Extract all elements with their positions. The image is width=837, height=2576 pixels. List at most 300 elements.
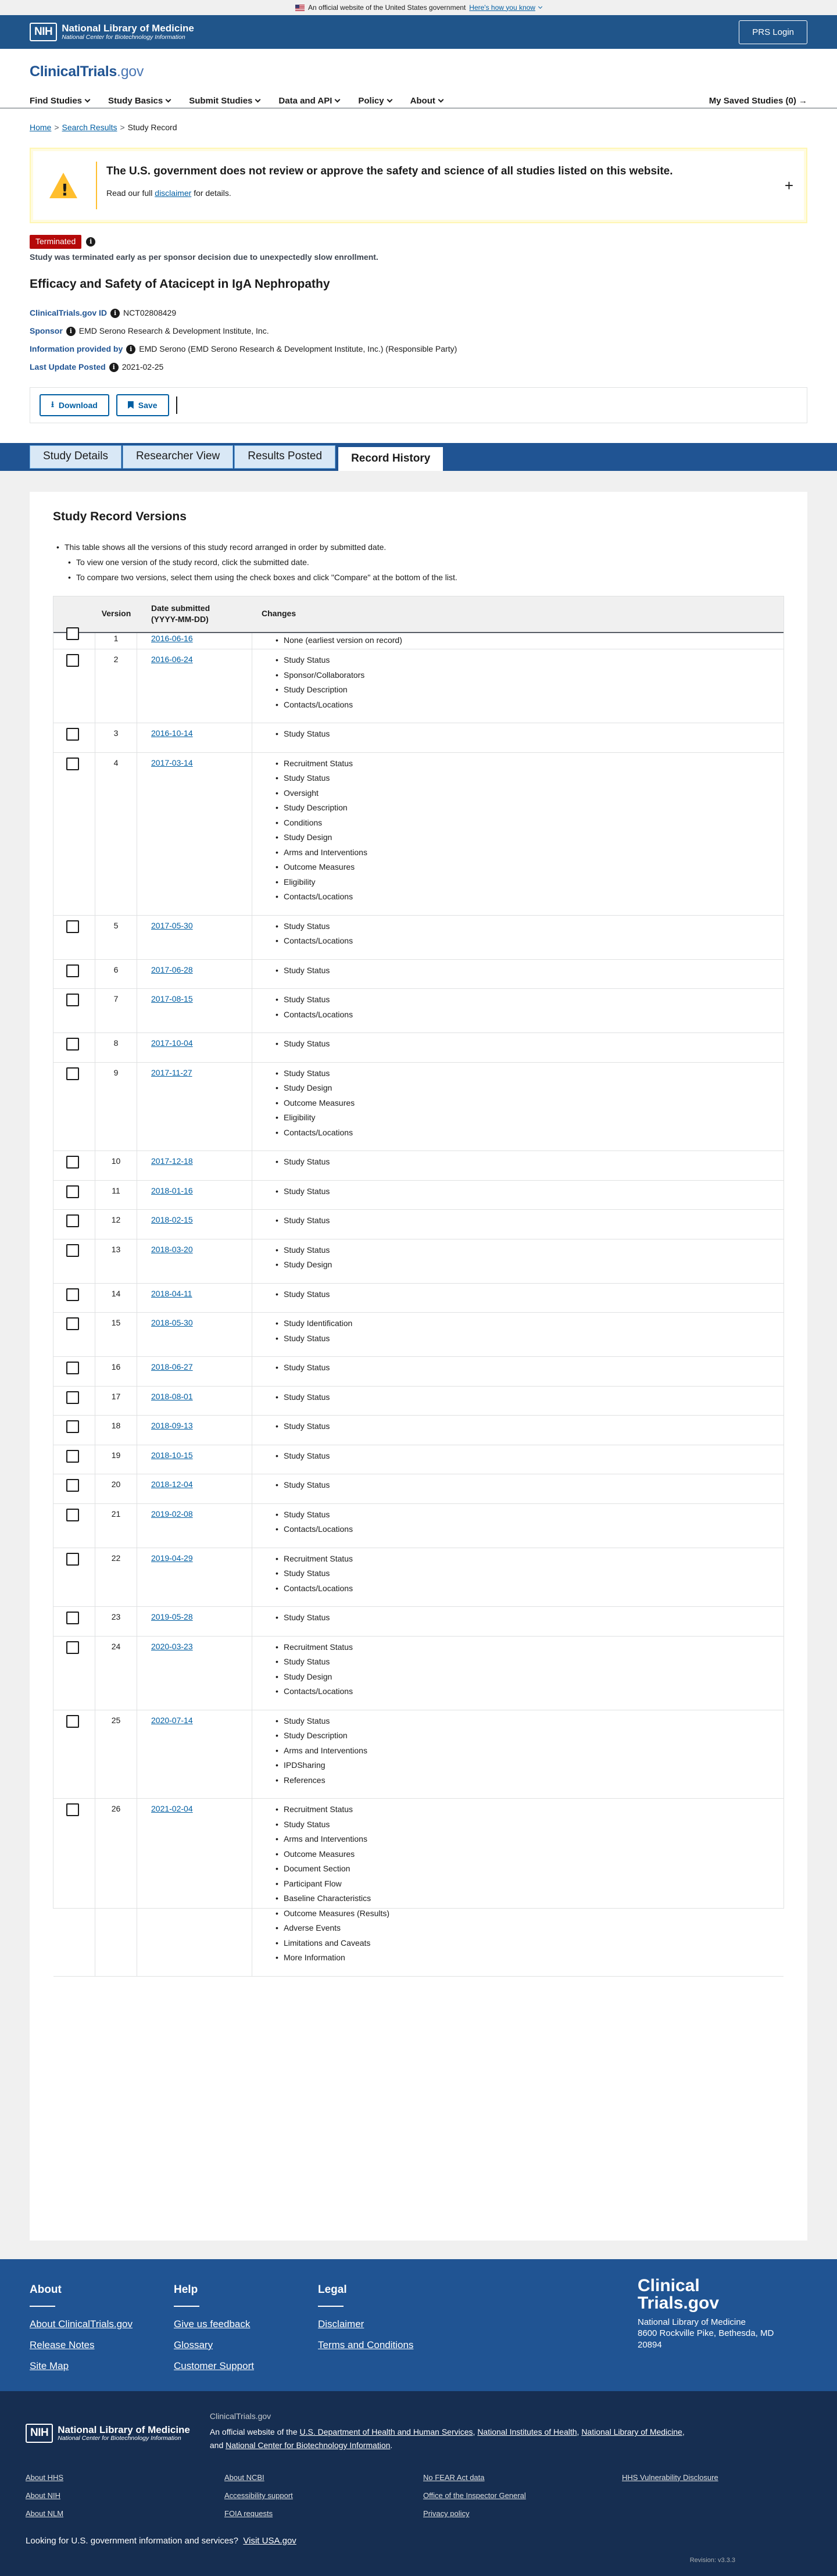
footer-main — [0, 2259, 837, 2391]
tab-record-history[interactable]: Record History — [337, 445, 445, 471]
info-icon[interactable]: i — [109, 363, 119, 372]
footer-agency-link[interactable]: About NIH — [26, 2491, 60, 2500]
compare-checkbox[interactable] — [66, 1244, 79, 1257]
version-number: 4 — [95, 753, 137, 915]
footer-about-title: About — [30, 2283, 62, 2296]
version-date-link[interactable]: 2020-03-23 — [151, 1641, 193, 1651]
usa-text: Looking for U.S. government information and services? — [26, 2535, 239, 2546]
compare-checkbox[interactable] — [66, 1288, 79, 1301]
footer-agency-link[interactable]: Office of the Inspector General — [423, 2491, 526, 2500]
version-date-link[interactable]: 2016-10-14 — [151, 728, 193, 738]
version-number: 20 — [95, 1474, 137, 1503]
breadcrumb-separator: > — [54, 123, 59, 132]
table-row — [53, 1210, 784, 1239]
nlm-title: National Library of Medicine — [62, 22, 194, 34]
version-number: 3 — [95, 723, 137, 752]
version-date-link[interactable]: 2018-04-11 — [151, 1288, 192, 1298]
change-item: • Outcome Measures — [276, 1096, 784, 1111]
footer-link[interactable]: Release Notes — [30, 2339, 95, 2350]
versions-table — [53, 596, 784, 1963]
bookmark-icon — [128, 401, 134, 409]
version-date-link[interactable]: 2016-06-16 — [151, 633, 193, 643]
change-item: • Outcome Measures (Results) — [276, 1906, 784, 1921]
changes-list — [276, 727, 784, 742]
site-header — [0, 49, 837, 109]
changes-list — [276, 1552, 784, 1596]
tab-researcher-view[interactable]: Researcher View — [123, 445, 233, 469]
footer-nlm-brand[interactable] — [26, 2416, 190, 2452]
footer-ct-logo[interactable] — [638, 2277, 807, 2312]
nav-data-and-api[interactable] — [278, 95, 339, 107]
download-button[interactable] — [40, 394, 109, 416]
changes-list — [276, 1213, 784, 1228]
info-provided-label: Information provided by — [30, 344, 123, 354]
changes-list — [276, 653, 784, 712]
versions-intro — [53, 540, 784, 585]
footer-agency-link[interactable]: About NCBI — [224, 2473, 264, 2482]
change-item: • Eligibility — [276, 1110, 784, 1126]
change-item: • Participant Flow — [276, 1877, 784, 1892]
table-row — [53, 1357, 784, 1387]
change-item: • Contacts/Locations — [276, 698, 784, 713]
change-item: • Study Status — [276, 1213, 784, 1228]
change-item: • Recruitment Status — [276, 756, 784, 771]
change-item: • Outcome Measures — [276, 860, 784, 875]
version-date-link[interactable]: 2018-08-01 — [151, 1391, 193, 1401]
compare-checkbox[interactable] — [66, 964, 79, 977]
version-date-link[interactable]: 2018-06-27 — [151, 1362, 193, 1372]
compare-checkbox[interactable] — [66, 1067, 79, 1080]
footer-address-line: National Library of Medicine — [638, 2317, 746, 2327]
table-row — [53, 1387, 784, 1416]
footer-about — [30, 2282, 174, 2391]
version-date-link[interactable]: 2020-07-14 — [151, 1715, 193, 1725]
compare-checkbox[interactable] — [66, 1803, 79, 1816]
change-item: • Study Design — [276, 1081, 784, 1096]
changes-list — [276, 1640, 784, 1699]
clinicaltrials-logo[interactable] — [30, 62, 807, 82]
footer-link[interactable]: Disclaimer — [318, 2318, 364, 2330]
version-number: 18 — [95, 1416, 137, 1445]
nav-policy[interactable] — [358, 95, 391, 107]
divider — [176, 396, 177, 414]
info-icon[interactable]: i — [66, 327, 76, 336]
table-row — [53, 1063, 784, 1152]
expand-plus-icon[interactable]: + — [784, 176, 793, 194]
version-number: 1 — [95, 633, 137, 649]
change-item: • Study Status — [276, 1817, 784, 1832]
version-date-link[interactable]: 2017-11-27 — [151, 1067, 192, 1077]
version-date-link[interactable]: 2017-03-14 — [151, 758, 193, 767]
compare-checkbox[interactable] — [66, 654, 79, 667]
version-number: 12 — [95, 1210, 137, 1239]
changes-list — [276, 1184, 784, 1199]
changes-list — [276, 1155, 784, 1170]
change-item: • Study Status — [276, 1478, 784, 1493]
version-date-link[interactable]: 2017-12-18 — [151, 1156, 193, 1166]
version-date-link[interactable]: 2019-02-08 — [151, 1509, 193, 1519]
changes-list — [276, 1802, 784, 1966]
heres-how-you-know-link[interactable]: Here's how you know — [469, 3, 535, 12]
compare-checkbox[interactable] — [66, 1185, 79, 1198]
compare-checkbox[interactable] — [66, 1612, 79, 1624]
nav-label: Study Basics — [108, 96, 163, 106]
change-item: • Study Status — [276, 1331, 784, 1346]
tab-band — [0, 443, 837, 471]
nlm-link[interactable]: National Library of Medicine — [581, 2427, 682, 2437]
compare-checkbox[interactable] — [66, 1317, 79, 1330]
version-date-link[interactable]: 2018-03-20 — [151, 1244, 193, 1254]
id-value: NCT02808429 — [123, 308, 177, 318]
download-icon: ⭳ — [51, 399, 54, 409]
tab-study-details[interactable]: Study Details — [30, 445, 121, 469]
footer-agency-links — [26, 2473, 811, 2520]
change-item: • Arms and Interventions — [276, 845, 784, 860]
intro-subitem: • To compare two versions, select them using the check boxes and click "Compare" at the bottom of the list. — [65, 570, 784, 585]
us-flag-icon — [295, 5, 305, 11]
study-meta — [30, 305, 807, 377]
version-number: 14 — [95, 1284, 137, 1313]
last-update-value: 2021-02-25 — [121, 362, 164, 372]
change-item: • Study Status — [276, 1360, 784, 1375]
intro-item — [53, 540, 784, 585]
nav-submit-studies[interactable] — [189, 95, 260, 107]
hhs-link[interactable]: U.S. Department of Health and Human Services — [299, 2427, 473, 2437]
change-item: • Study Description — [276, 683, 784, 698]
nav-find-studies[interactable] — [30, 95, 90, 107]
change-item: • Study Status — [276, 1390, 784, 1405]
footer-link[interactable]: Site Map — [30, 2360, 69, 2371]
study-tabs — [30, 445, 445, 471]
version-date-link[interactable]: 2019-04-29 — [151, 1553, 193, 1563]
table-row — [53, 916, 784, 960]
change-item: • Document Section — [276, 1862, 784, 1877]
version-date-link[interactable]: 2019-05-28 — [151, 1612, 193, 1622]
version-number: 21 — [95, 1504, 137, 1548]
table-row — [53, 1181, 784, 1210]
change-item: • Oversight — [276, 786, 784, 801]
id-label: ClinicalTrials.gov ID — [30, 308, 108, 318]
change-item: • Recruitment Status — [276, 1552, 784, 1567]
footer-link[interactable]: Customer Support — [174, 2360, 254, 2371]
change-item: • Study Status — [276, 1714, 784, 1729]
footer-legal — [318, 2282, 462, 2391]
changes-list — [276, 1316, 784, 1346]
nav-study-basics[interactable] — [108, 95, 170, 107]
footer-agency-link[interactable]: FOIA requests — [224, 2509, 273, 2518]
tab-results-posted[interactable]: Results Posted — [234, 445, 335, 469]
footer-help-title: Help — [174, 2283, 198, 2296]
changes-list — [276, 1287, 784, 1302]
header-date-line2: (YYYY-MM-DD) — [151, 614, 209, 624]
table-row — [53, 1239, 784, 1284]
footer-agency-link[interactable]: About NLM — [26, 2509, 64, 2518]
breadcrumb — [0, 109, 837, 141]
alert-text-pre: Read our full — [106, 188, 153, 198]
chevron-down-icon — [255, 97, 261, 103]
changes-list — [276, 1478, 784, 1493]
footer-agency-link[interactable]: No FEAR Act data — [423, 2473, 485, 2482]
change-item: • Baseline Characteristics — [276, 1891, 784, 1906]
ncbi-subtitle: National Center for Biotechnology Information — [62, 33, 185, 41]
version-number: 7 — [95, 989, 137, 1032]
compare-checkbox[interactable] — [66, 1479, 79, 1492]
chevron-down-icon — [438, 97, 443, 103]
footer-identifier — [0, 2391, 837, 2576]
change-item: • Study Status — [276, 1655, 784, 1670]
nav-about[interactable] — [410, 95, 443, 107]
official-and: and — [209, 2440, 224, 2450]
sponsor-value: EMD Serono Research & Development Institute, Inc. — [78, 326, 269, 336]
footer-agency-link[interactable]: Privacy policy — [423, 2509, 470, 2518]
save-label: Save — [138, 400, 158, 410]
changes-list — [276, 919, 784, 949]
footer-link[interactable]: Give us feedback — [174, 2318, 251, 2330]
status-note: Study was terminated early as per sponsor decision due to unexpectedly slow enrollment. — [30, 252, 378, 262]
table-row — [53, 1710, 784, 1799]
table-row — [53, 1799, 784, 1977]
table-row — [53, 1416, 784, 1445]
version-number: 13 — [95, 1239, 137, 1283]
table-row — [53, 1637, 784, 1710]
footer-address-line: 20894 — [638, 2339, 662, 2350]
gov-banner — [0, 0, 837, 15]
footer-logo-line2: Trials.gov — [638, 2293, 720, 2313]
version-date-link[interactable]: 2018-09-13 — [151, 1421, 193, 1431]
disclaimer-link[interactable]: disclaimer — [155, 188, 192, 198]
warning-icon — [49, 173, 77, 198]
table-row — [53, 1284, 784, 1313]
versions-card — [30, 492, 807, 2241]
change-item: • Study Status — [276, 1566, 784, 1581]
study-header — [0, 235, 837, 377]
changes-list — [276, 992, 784, 1022]
change-item: • Study Status — [276, 771, 784, 786]
version-number: 25 — [95, 1710, 137, 1799]
alert-title: The U.S. government does not review or approve the safety and science of all studies listed on this website. — [106, 165, 673, 177]
chevron-down-icon — [85, 97, 91, 103]
change-item: • Study Status — [276, 1155, 784, 1170]
change-item: • Sponsor/Collaborators — [276, 668, 784, 683]
nlm-brand[interactable] — [30, 23, 194, 42]
change-item: • Adverse Events — [276, 1921, 784, 1936]
change-item: • Study Status — [276, 1449, 784, 1464]
change-item: • Study Status — [276, 653, 784, 668]
changes-list — [276, 1507, 784, 1537]
breadcrumb-search-results[interactable]: Search Results — [62, 123, 117, 132]
my-saved-studies-link[interactable]: My Saved Studies (0) → — [709, 96, 807, 106]
version-number: 23 — [95, 1607, 137, 1636]
change-item: • Arms and Interventions — [276, 1743, 784, 1759]
change-item: • Contacts/Locations — [276, 1126, 784, 1141]
version-number: 11 — [95, 1181, 137, 1210]
compare-checkbox[interactable] — [66, 1391, 79, 1404]
changes-list — [276, 1610, 784, 1625]
prs-login-button[interactable]: PRS Login — [739, 20, 807, 44]
version-number: 22 — [95, 1548, 137, 1607]
header-select — [53, 596, 95, 632]
breadcrumb-current: Study Record — [127, 123, 177, 132]
logo-part-a: ClinicalTrials — [30, 63, 117, 80]
table-row — [53, 1474, 784, 1504]
footer-address-line: 8600 Rockville Pike, Bethesda, MD — [638, 2328, 774, 2339]
version-date-link[interactable]: 2017-08-15 — [151, 994, 193, 1004]
version-number: 24 — [95, 1637, 137, 1710]
chevron-down-icon[interactable] — [538, 4, 542, 8]
compare-checkbox[interactable] — [66, 1715, 79, 1728]
table-row — [53, 1151, 784, 1181]
sponsor-label: Sponsor — [30, 326, 63, 336]
change-item: • Study Status — [276, 1419, 784, 1434]
change-item: • Conditions — [276, 816, 784, 831]
change-item: • Study Status — [276, 1610, 784, 1625]
footer-agency-link[interactable]: HHS Vulnerability Disclosure — [622, 2473, 718, 2482]
save-button[interactable] — [116, 394, 169, 416]
change-item: • Contacts/Locations — [276, 889, 784, 905]
changes-list — [276, 1419, 784, 1434]
changes-list — [276, 1037, 784, 1052]
version-date-link[interactable]: 2017-10-04 — [151, 1038, 193, 1048]
version-date-link[interactable]: 2021-02-04 — [151, 1804, 193, 1814]
version-date-link[interactable]: 2016-06-24 — [151, 655, 193, 664]
version-date-link[interactable]: 2018-01-16 — [151, 1185, 193, 1195]
change-item: • Study Status — [276, 919, 784, 934]
chevron-down-icon — [335, 97, 341, 103]
change-item: • Study Status — [276, 1507, 784, 1523]
change-item: • Recruitment Status — [276, 1640, 784, 1655]
table-row — [53, 1313, 784, 1357]
compare-checkbox[interactable] — [66, 1509, 79, 1521]
table-row — [53, 1504, 784, 1548]
nav-label: Submit Studies — [189, 96, 253, 106]
last-update-label: Last Update Posted — [30, 362, 106, 372]
table-row — [53, 753, 784, 916]
alert-text — [106, 188, 673, 199]
change-item: • Arms and Interventions — [276, 1832, 784, 1847]
gov-banner-text: An official website of the United States government — [308, 3, 466, 12]
version-number: 2 — [95, 649, 137, 723]
header-changes: Changes — [262, 609, 296, 619]
compare-checkbox[interactable] — [66, 627, 79, 640]
main-nav — [30, 95, 807, 107]
compare-checkbox[interactable] — [66, 1038, 79, 1051]
version-date-link[interactable]: 2018-12-04 — [151, 1480, 193, 1489]
change-item: • Study Design — [276, 830, 784, 845]
version-date-link[interactable]: 2018-10-15 — [151, 1450, 193, 1460]
table-row — [53, 633, 784, 650]
versions-table-header — [53, 596, 784, 633]
disclaimer-alert — [30, 148, 807, 223]
change-item: • Study Status — [276, 1287, 784, 1302]
version-number: 17 — [95, 1387, 137, 1416]
footer-ct-small: ClinicalTrials.gov — [209, 2411, 271, 2421]
versions-heading: Study Record Versions — [53, 509, 187, 523]
compare-checkbox[interactable] — [66, 1214, 79, 1227]
compare-checkbox[interactable] — [66, 758, 79, 770]
logo-part-b: .gov — [117, 63, 144, 80]
ncbi-link[interactable]: National Center for Biotechnology Information — [226, 2440, 391, 2450]
changes-list — [276, 963, 784, 978]
footer-official-text: An official website of the U.S. Department of Health and Human Services, National Institutes of Health, National Library of Medicine, and National Center for Biotechnology Information. — [209, 2427, 685, 2450]
nih-logo: NIH — [30, 23, 57, 42]
change-item: • Eligibility — [276, 875, 784, 890]
change-item: • More Information — [276, 1950, 784, 1966]
compare-checkbox[interactable] — [66, 994, 79, 1006]
compare-checkbox[interactable] — [66, 1553, 79, 1566]
change-item: • Study Status — [276, 992, 784, 1007]
footer-link[interactable]: Glossary — [174, 2339, 213, 2350]
intro-subitem: • To view one version of the study record, click the submitted date. — [65, 555, 784, 570]
nav-label: Data and API — [278, 96, 332, 106]
footer-brand — [638, 2277, 807, 2391]
footer-agency-link[interactable]: About HHS — [26, 2473, 64, 2482]
change-item: • Limitations and Caveats — [276, 1936, 784, 1951]
record-history-section — [0, 471, 837, 2259]
change-item: • Study Description — [276, 1728, 784, 1743]
footer-link[interactable]: Terms and Conditions — [318, 2339, 414, 2350]
version-date-link[interactable]: 2017-05-30 — [151, 920, 193, 930]
change-item: • Contacts/Locations — [276, 1522, 784, 1537]
compare-checkbox[interactable] — [66, 1450, 79, 1463]
version-date-link[interactable]: 2018-02-15 — [151, 1215, 193, 1225]
change-item: • Study Description — [276, 801, 784, 816]
version-date-link[interactable]: 2017-06-28 — [151, 964, 193, 974]
change-item: • Study Status — [276, 727, 784, 742]
nih-link[interactable]: National Institutes of Health — [477, 2427, 577, 2437]
change-item: • Contacts/Locations — [276, 1007, 784, 1023]
table-row — [53, 1548, 784, 1607]
info-provided-value: EMD Serono (EMD Serono Research & Development Institute, Inc.) (Responsible Party) — [139, 344, 457, 354]
compare-checkbox[interactable] — [66, 920, 79, 933]
info-icon[interactable]: i — [126, 345, 135, 354]
breadcrumb-home[interactable]: Home — [30, 123, 52, 132]
nih-logo: NIH — [26, 2424, 53, 2443]
change-item: • Contacts/Locations — [276, 1581, 784, 1596]
changes-list — [276, 1066, 784, 1141]
info-icon[interactable]: i — [86, 237, 95, 246]
change-item: • Study Design — [276, 1670, 784, 1685]
changes-list — [276, 1449, 784, 1464]
intro-text: This table shows all the versions of this study record arranged in order by submitted date. — [65, 542, 387, 552]
change-item: • Recruitment Status — [276, 1802, 784, 1817]
compare-checkbox[interactable] — [66, 1641, 79, 1654]
action-bar — [30, 387, 807, 423]
footer-link[interactable]: About ClinicalTrials.gov — [30, 2318, 133, 2330]
changes-list — [276, 1243, 784, 1273]
nav-label: Policy — [358, 96, 384, 106]
ncbi-subtitle: National Center for Biotechnology Information — [58, 2435, 181, 2442]
footer-agency-link[interactable]: Accessibility support — [224, 2491, 293, 2500]
versions-table-body — [53, 633, 784, 1963]
changes-list — [276, 756, 784, 905]
download-label: Download — [58, 400, 98, 410]
version-number: 5 — [95, 916, 137, 959]
compare-checkbox[interactable] — [66, 728, 79, 741]
change-item: • Contacts/Locations — [276, 934, 784, 949]
usa-gov-link[interactable]: Visit USA.gov — [243, 2535, 296, 2546]
change-item: • Study Status — [276, 1243, 784, 1258]
compare-checkbox[interactable] — [66, 1362, 79, 1374]
info-icon[interactable]: i — [110, 309, 120, 318]
footer-help — [174, 2282, 318, 2391]
header-date — [137, 596, 252, 632]
compare-checkbox[interactable] — [66, 1156, 79, 1169]
change-item: • IPDSharing — [276, 1758, 784, 1773]
compare-checkbox[interactable] — [66, 1420, 79, 1433]
usa-gov-row — [26, 2535, 811, 2547]
changes-list — [276, 1360, 784, 1375]
version-date-link[interactable]: 2018-05-30 — [151, 1318, 193, 1328]
